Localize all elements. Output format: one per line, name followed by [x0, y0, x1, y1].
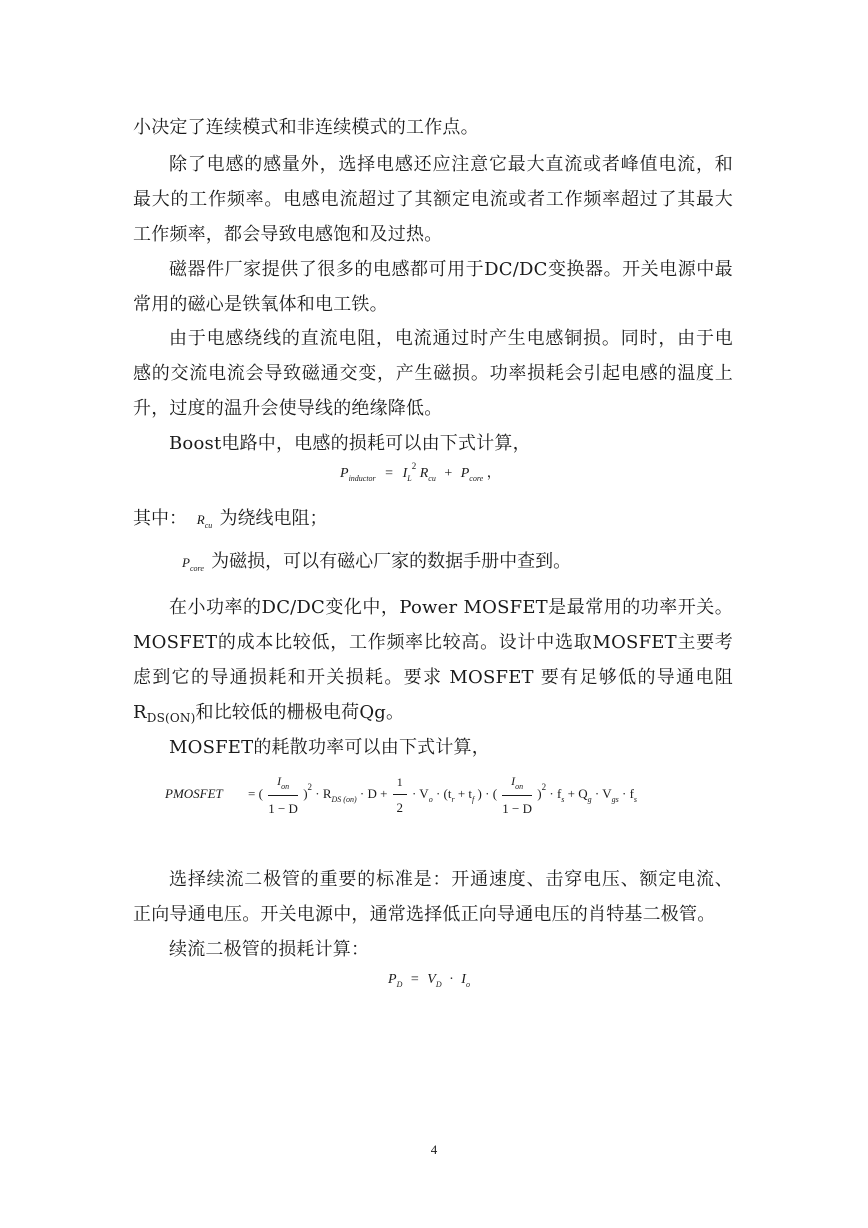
paragraph-continuation: 小决定了连续模式和非连续模式的工作点。	[133, 117, 479, 138]
equation-mosfet-loss: PMOSFET = ( $\frac{I_{on}}{1 - D}$ )$^2 \cdot R_{DS (on)} \cdot D$ + $\frac{1}{2}$ · $V_o \cdot (t_r + t_f$ ) · ( $\frac{I_{on}}{1 - D}$ )$^2 \cdot f_s + Q_g \cdot V_{gs} \cdot f_s$	[165, 770, 637, 820]
paragraph-diode-loss-intro: 续流二极管的损耗计算：	[169, 939, 370, 960]
page-number: 4	[430, 1142, 438, 1157]
where-rcu-line: 其中： $R_{cu}$ 为绕线电阻；	[133, 508, 328, 530]
paragraph-boost-loss-intro: Boost电路中，电感的损耗可以由下式计算，	[169, 433, 531, 454]
paragraph-diode-selection: 选择续流二极管的重要的标准是：开通速度、击穿电压、额定电流、正向导通电压。开关电源中，通常选择低正向导通电压的肖特基二极管。	[133, 869, 733, 925]
paragraph-inductor-losses: 由于电感绕线的直流电阻，电流通过时产生电感铜损。同时，由于电感的交流电流会导致磁通交变，产生磁损。功率损耗会引起电感的温度上升，过度的温升会使导线的绝缘降低。	[133, 328, 733, 419]
paragraph-mosfet-selection: 在小功率的DC/DC变化中，Power MOSFET是最常用的功率开关。MOSFET的成本比较低，工作频率比较高。设计中选取MOSFET主要考虑到它的导通损耗和开关损耗。要求 MOSFET 要有足够低的导通电阻 $R_{DS(ON)}$和比较低的栅极电荷Qg。	[133, 597, 733, 725]
paragraph-inductor-selection: 除了电感的感量外，选择电感还应注意它最大直流或者峰值电流，和最大的工作频率。电感电流超过了其额定电流或者工作频率超过了其最大工作频率，都会导致电感饱和及过热。	[133, 154, 733, 245]
equation-inductor-loss: $P_{inductor} = I_L^2$ $R_{cu} + P_{core}$ ，	[340, 461, 501, 483]
paragraph-magnetic-vendors: 磁器件厂家提供了很多的电感都可用于DC/DC变换器。开关电源中最常用的磁心是铁氧体和电工铁。	[133, 259, 733, 315]
where-pcore-line: $P_{core}$ 为磁损，可以有磁心厂家的数据手册中查到。	[182, 551, 572, 573]
equation-diode-loss: $P_D = V_D \cdot I_o$	[388, 972, 470, 989]
paragraph-mosfet-loss-intro: MOSFET的耗散功率可以由下式计算，	[169, 737, 490, 758]
